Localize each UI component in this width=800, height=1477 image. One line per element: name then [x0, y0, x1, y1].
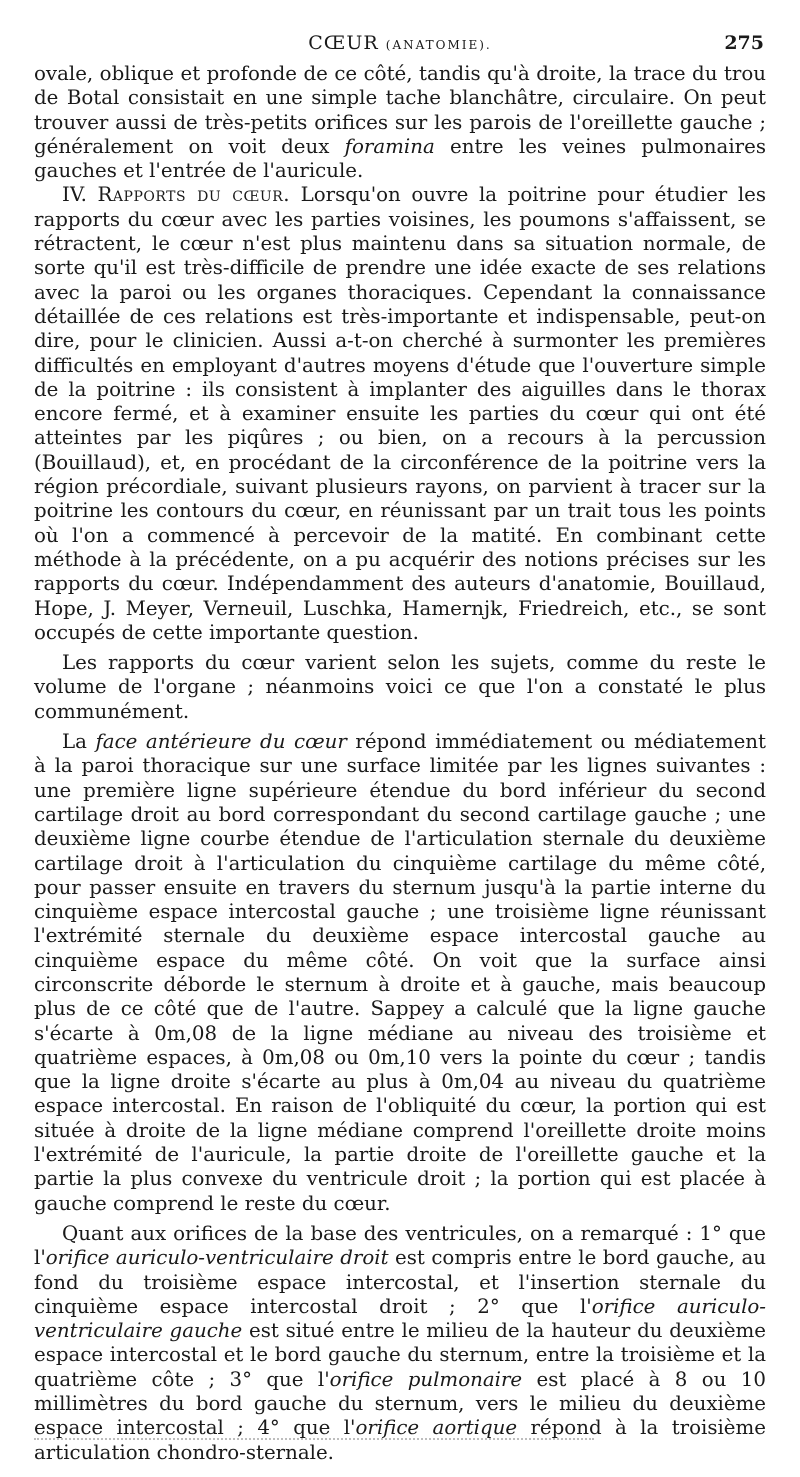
text-run: Lorsqu'on ouvre la poitrine pour étudier les rapports du cœur avec les parties voisines, les poumons s'affaissent, se rétractent, le cœur n'est plus maintenu dans sa situation normale, de sorte qu'il est très-difficile de prendre une idée exacte de ses relations avec la paroi ou les organes thoraciques. Cependant la connaissance détaillée de ces relations est très-importante et indispensable, peut-on dire, pour le clinicien. Aussi a-t-on cherché à surmonter les premières difficultés en employant d'autres moyens d'étude que l'ouverture simple de la poitrine : ils consistent à implanter des aiguilles dans le thorax encore fermé, et à examiner ensuite les parties du cœur qui ont été atteintes par les piqûres ; ou bien, on a recours à la percussion (Bouillaud), et, en procédant de la circonférence de la poitrine vers la région précordiale, suivant plusieurs rayons, on parvient à tracer sur la poitrine les contours du cœur, en réunissant par un trait tous les points où l'on a commencé à percevoir de la matité. En combinant cette méthode à la précédente, on a pu acquérir des notions précises sur les rapports du cœur. Indépendamment des auteurs d'anatomie, Bouillaud, Hope, J. Meyer, Verneuil, Luschka, Hamernjk, Friedreich, etc., se sont occupés de cette importante question. [34, 183, 767, 644]
body-text [34, 62, 766, 1465]
running-title [32, 30, 768, 58]
italic-term: face antérieure du cœur [95, 730, 347, 754]
italic-term: orifice aortique [355, 1416, 518, 1440]
text-run: La [62, 730, 96, 754]
text-run: entre les veines pulmonaires gauches et l'entrée de l'auricule. [34, 134, 766, 183]
paragraph-rapports-du-coeur [34, 183, 766, 645]
section-heading: Rapports du cœur. [97, 183, 291, 207]
text-run: Quant aux orifices de la base des ventricules, on a remarqué : 1° que l' [34, 1221, 766, 1270]
text-run: répond immédiatement ou médiatement à la paroi thoracique sur une surface limitée par les lignes suivantes : une première ligne supérieure étendue du bord inférieur du second cartilage droit au bord correspondant du second cartilage gauche ; une deuxième ligne courbe étendue de l'articulation sternale du deuxième cartilage droit à l'articulation du cinquième cartilage du même côté, pour passer ensuite en travers du sternum jusqu'à la partie interne du cinquième espace intercostal gauche ; une troisième ligne réunissant l'extrémité sternale du deuxième espace intercostal gauche au cinquième espace du même côté. On voit que la surface ainsi circonscrite déborde le sternum à droite et à gauche, mais beaucoup plus de ce côté que de l'autre. Sappey a calculé que la ligne gauche s'écarte à 0m,08 de la ligne médiane au niveau des troisième et quatrième espaces, à 0m,08 ou 0m,10 vers la pointe du cœur ; tandis que la ligne droite s'écarte au plus à 0m,04 au niveau du quatrième espace intercostal. En raison de l'obliquité du cœur, la portion qui est située à droite de la ligne médiane comprend l'oreillette droite moins l'extrémité de l'auricule, la partie droite de l'oreillette gauche et la partie la plus convexe du ventricule droit ; la portion qui est placée à gauche comprend le reste du cœur. [34, 730, 766, 1215]
running-header [32, 30, 768, 56]
footer-dotted-rule [34, 1438, 594, 1442]
text-run: Les rapports du cœur varient selon les sujets, comme du reste le volume de l'organe ; néanmoins voici ce que l'on a constaté le plus communément. [34, 651, 766, 723]
text-run: est compris entre le bord gauche, au fond du troisième espace intercostal, et l'insertion sternale du cinquième espace intercostal droit ; 2° que l' [34, 1246, 766, 1318]
paragraph [34, 62, 766, 183]
text-run: répond à la troisième articulation chondro-sternale. [34, 1416, 766, 1464]
text-run: est situé entre le milieu de la hauteur du deuxième espace intercostal et le bord gauche du sternum, entre la troisième et la quatrième côte ; 3° que l' [34, 1319, 766, 1391]
paragraph-face-anterieure [34, 730, 766, 1216]
paragraph-orifices [34, 1222, 766, 1465]
italic-term: orifice auriculo-ventriculaire droit [45, 1246, 389, 1270]
italic-term: orifice auriculo-ventriculaire gauche [34, 1294, 766, 1343]
header-subtitle: (ANATOMIE). [385, 38, 492, 52]
italic-term: orifice pulmonaire [329, 1367, 523, 1391]
page-number: 275 [724, 32, 764, 54]
text-run: IV. [62, 183, 98, 207]
header-title: CŒUR [308, 32, 379, 54]
paragraph [34, 651, 766, 724]
text-run: ovale, oblique et profonde de ce côté, tandis qu'à droite, la trace du trou de Botal consistait en une simple tache blanchâtre, circulaire. On peut trouver aussi de très-petits orifices sur les parois de l'oreillette gauche ; généralement on voit deux [34, 62, 766, 158]
text-run: est placé à 8 ou 10 millimètres du bord gauche du sternum, vers le milieu du deuxième espace intercostal ; 4° que l' [34, 1367, 766, 1440]
italic-term: foramina [344, 134, 435, 158]
